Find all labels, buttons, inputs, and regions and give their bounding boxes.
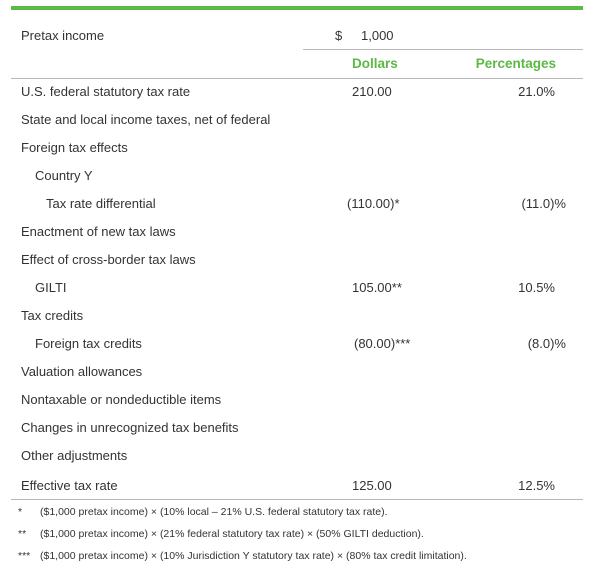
pretax-income-label: Pretax income bbox=[21, 28, 105, 43]
table-row bbox=[11, 302, 583, 330]
table-row bbox=[11, 190, 583, 218]
table-row bbox=[11, 472, 583, 500]
footnote-text: ($1,000 pretax income) × (10% local – 21% U.S. federal statutory tax rate). bbox=[40, 506, 388, 518]
column-header-row bbox=[11, 50, 583, 78]
table-row bbox=[11, 414, 583, 442]
row-label: GILTI bbox=[35, 280, 67, 295]
row-label: State and local income taxes, net of federal bbox=[21, 112, 271, 127]
footnote-text: ($1,000 pretax income) × (21% federal statutory tax rate) × (50% GILTI deduction). bbox=[40, 528, 424, 540]
row-label: Foreign tax credits bbox=[35, 336, 142, 351]
row-label: U.S. federal statutory tax rate bbox=[21, 84, 191, 99]
pretax-income-currency: $ bbox=[335, 28, 343, 43]
row-label: Country Y bbox=[35, 168, 93, 183]
row-label: Valuation allowances bbox=[21, 364, 143, 379]
row-dollars: 125.00 bbox=[352, 478, 392, 493]
row-dollars: 210.00 bbox=[352, 84, 392, 99]
table-row bbox=[11, 162, 583, 190]
row-percent: (11.0)% bbox=[521, 196, 566, 211]
footnote-divider bbox=[11, 499, 583, 500]
row-label: Nontaxable or nondeductible items bbox=[21, 392, 222, 407]
footnote-mark: *** bbox=[18, 550, 31, 562]
top-accent-bar bbox=[11, 6, 583, 10]
row-label: Effect of cross-border tax laws bbox=[21, 252, 196, 267]
column-header-percentages: Percentages bbox=[475, 56, 556, 71]
footnote-text: ($1,000 pretax income) × (10% Jurisdiction Y statutory tax rate) × (80% tax credit limitation). bbox=[40, 550, 467, 562]
pretax-income-value: 1,000 bbox=[361, 28, 394, 43]
footnote bbox=[18, 548, 467, 564]
table-row bbox=[11, 78, 583, 106]
table-row bbox=[11, 134, 583, 162]
row-percent: 10.5% bbox=[518, 280, 555, 295]
table-row bbox=[11, 358, 583, 386]
column-header-dollars: Dollars bbox=[352, 56, 398, 71]
table-row bbox=[11, 218, 583, 246]
table-row bbox=[11, 442, 583, 470]
footnote-mark: ** bbox=[18, 528, 27, 540]
table-row bbox=[11, 106, 583, 134]
row-dollars: 105.00** bbox=[352, 280, 402, 295]
row-percent: (8.0)% bbox=[527, 336, 566, 351]
row-label: Changes in unrecognized tax benefits bbox=[21, 420, 239, 435]
row-label: Other adjustments bbox=[21, 448, 128, 463]
footnote bbox=[18, 504, 388, 520]
table-row bbox=[11, 386, 583, 414]
table-row bbox=[11, 246, 583, 274]
row-percent: 21.0% bbox=[518, 84, 555, 99]
row-label: Tax rate differential bbox=[46, 196, 156, 211]
footnote bbox=[18, 526, 424, 542]
footnote-mark: * bbox=[18, 506, 23, 518]
row-dollars: (80.00)*** bbox=[354, 336, 411, 351]
pretax-income-row bbox=[11, 22, 583, 50]
table-row bbox=[11, 274, 583, 302]
row-label: Effective tax rate bbox=[21, 478, 118, 493]
row-label: Tax credits bbox=[21, 308, 84, 323]
row-label: Enactment of new tax laws bbox=[21, 224, 176, 239]
row-percent: 12.5% bbox=[518, 478, 555, 493]
table-row bbox=[11, 330, 583, 358]
row-label: Foreign tax effects bbox=[21, 140, 128, 155]
row-dollars: (110.00)* bbox=[347, 196, 400, 211]
